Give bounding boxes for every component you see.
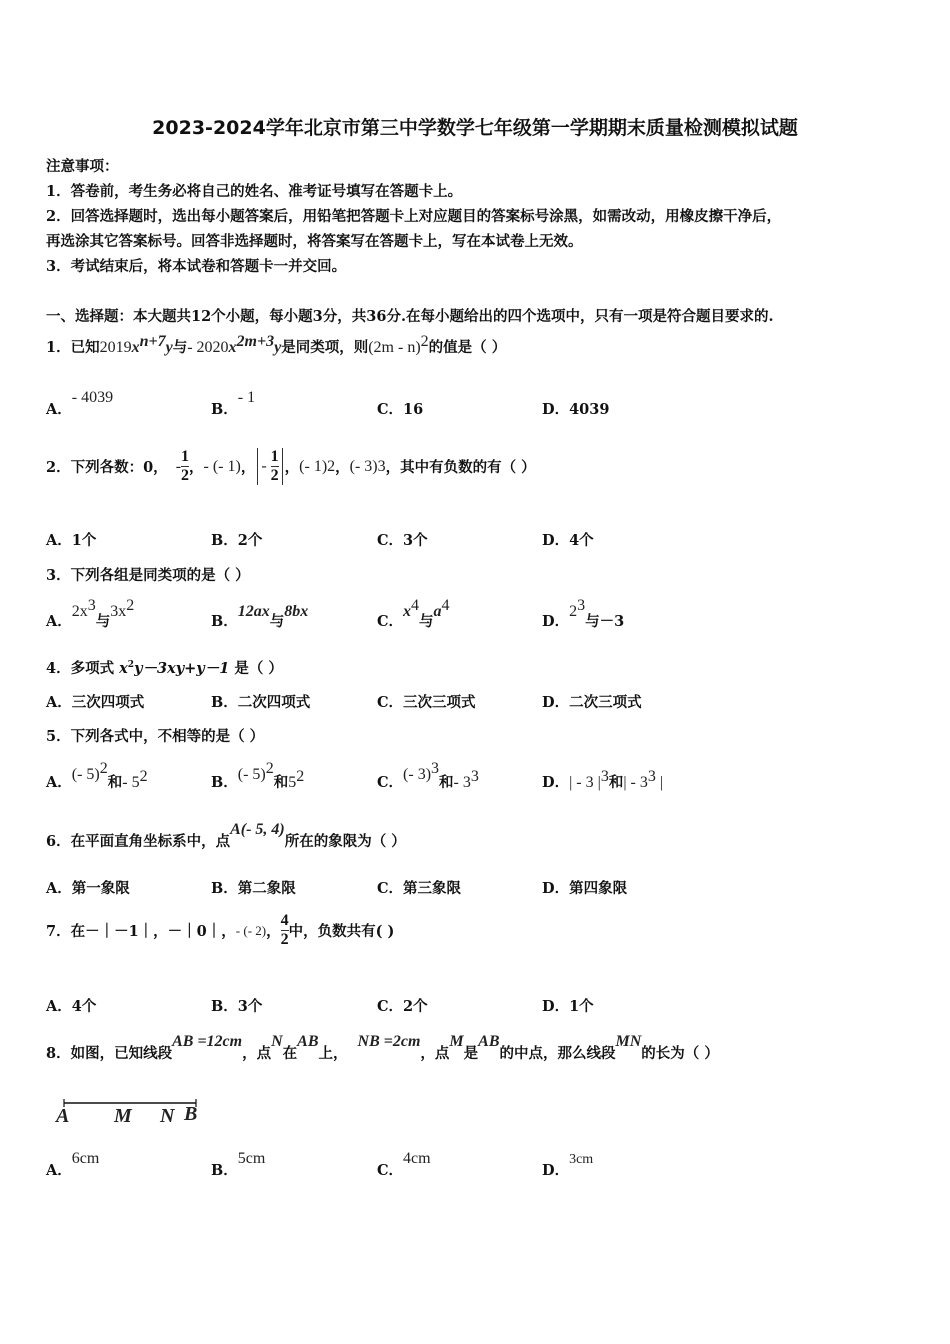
q1-option-d: D．4039 — [542, 401, 610, 418]
q8-option-a: A．6cm — [46, 1150, 100, 1179]
q8-option-d: D．3cm — [542, 1152, 594, 1179]
q6-option-c: C．第三象限 — [377, 880, 462, 897]
q5-option-b: B．(- 5)$^2$和$5^2$ — [211, 760, 305, 791]
section-heading: 一、选择题：本大题共12个小题，每小题3分，共36分.在每小题给出的四个选项中，只有一项是符合题目要求的. — [46, 308, 774, 325]
q4-option-c: C．三次三项式 — [377, 694, 476, 711]
question-5-stem: 5．下列各式中，不相等的是（ ） — [46, 728, 265, 745]
notice-item-1: 1．答卷前，考生务必将自己的姓名、准考证号填写在答题卡上。 — [46, 183, 463, 200]
q2-option-a: A．1个 — [46, 532, 97, 549]
q2-option-c: C．3个 — [377, 532, 428, 549]
q7-option-d: D．1个 — [542, 998, 594, 1015]
q3-option-c: C．$x^4$与$a^4$ — [377, 597, 450, 630]
q1-option-c: C．16 — [377, 401, 424, 418]
q8-option-b: B．5cm — [211, 1150, 266, 1179]
q6-option-b: B．第二象限 — [211, 880, 296, 897]
q4-option-a: A．三次四项式 — [46, 694, 145, 711]
q1-option-b: B．- 1 — [211, 389, 256, 418]
fraction-four-halves: $\frac{4}{2}$ — [280, 912, 289, 948]
notice-item-2-cont: 再选涂其它答案标号。回答非选择题时，将答案写在答题卡上，写在本试卷上无效。 — [46, 233, 583, 250]
segment-figure — [56, 1095, 206, 1131]
point-n-label: N — [160, 1105, 175, 1127]
point-b-label: B — [184, 1103, 198, 1125]
question-8-stem: 8．如图，已知线段AB =12cm，点N在AB上，NB =2cm，点M是AB的中点，那么线段MN的长为（ ） — [46, 1033, 719, 1062]
question-6-stem: 6．在平面直角坐标系中，点A(- 5, 4)所在的象限为（ ） — [46, 821, 406, 850]
q7-option-c: C．2个 — [377, 998, 428, 1015]
question-1-stem: 1．已知$2019x^{n+7}y$与- $2020x^{2m+3}y$是同类项，则(2m - n)$^2$的值是（ ） — [46, 333, 507, 356]
q1-option-a: A．- 4039 — [46, 389, 114, 418]
fraction-half: $\frac{1}{2}$ — [181, 448, 190, 484]
question-2-stem: 2．下列各数：0， - $\frac{1}{2}$ ， - (- 1) ， - $\frac{1}{2}$ ， (- 1) 2 ， (- 3) 3 ，其中有负数的有（ ） — [46, 448, 536, 484]
notice-item-3: 3．考试结束后，将本试卷和答题卡一并交回。 — [46, 258, 347, 275]
q7-option-b: B．3个 — [211, 998, 263, 1015]
q8-option-c: C．4cm — [377, 1150, 431, 1179]
q5-option-d: D．| - 3 $|^3$和| - $3^3$ | — [542, 768, 664, 791]
question-7-stem: 7．在－｜－1｜，－｜0｜， - (- 2) ， $\frac{4}{2}$ 中，负数共有( ) — [46, 912, 395, 948]
q7-option-a: A．4个 — [46, 998, 97, 1015]
question-3-stem: 3．下列各组是同类项的是（ ） — [46, 567, 250, 584]
notice-heading: 注意事项： — [46, 158, 119, 175]
absolute-value: - $\frac{1}{2}$ — [257, 448, 282, 485]
q4-option-b: B．二次四项式 — [211, 694, 311, 711]
q6-option-a: A．第一象限 — [46, 880, 130, 897]
point-a-label: A — [56, 1105, 70, 1127]
question-4-stem: 4．多项式 $x^2y-3xy+y-1$ 是（ ） — [46, 660, 283, 677]
q6-option-d: D．第四象限 — [542, 880, 628, 897]
q4-option-d: D．二次三项式 — [542, 694, 642, 711]
q3-option-d: D．$2^3$与－3 — [542, 597, 625, 630]
page-title: 2023-2024学年北京市第三中学数学七年级第一学期期末质量检测模拟试题 — [152, 117, 798, 139]
point-m-label: M — [114, 1105, 132, 1127]
q2-option-b: B．2个 — [211, 532, 263, 549]
q3-option-b: B．12ax与8bx — [211, 603, 309, 630]
q5-option-c: C．(- 3)$^3$和- $3^3$ — [377, 760, 479, 791]
q5-option-a: A．(- 5)$^2$和- $5^2$ — [46, 760, 148, 791]
notice-item-2: 2．回答选择题时，选出每小题答案后，用铅笔把答题卡上对应题目的答案标号涂黑，如需改动，用橡皮擦干净后， — [46, 208, 782, 225]
q3-option-a: A．$2x^3$与$3x^2$ — [46, 597, 135, 630]
q2-option-d: D．4个 — [542, 532, 594, 549]
